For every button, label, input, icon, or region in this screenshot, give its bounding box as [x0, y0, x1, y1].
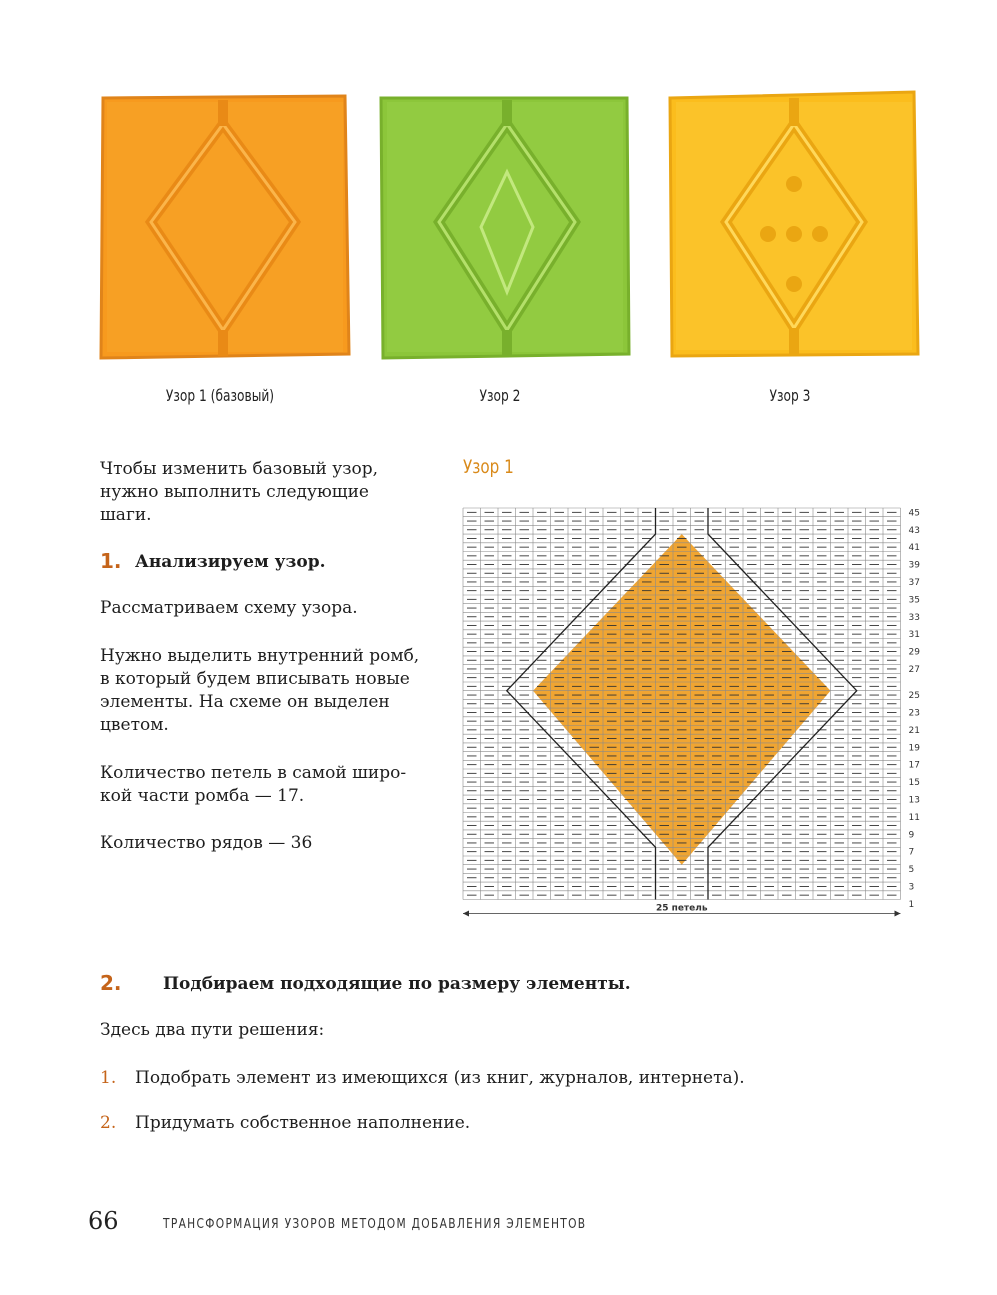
chart-row-label: 9 — [908, 830, 915, 841]
chart-row-label: 43 — [908, 525, 920, 536]
chart-row-label: 23 — [908, 708, 920, 719]
running-footer-title: ТРАНСФОРМАЦИЯ УЗОРОВ МЕТОДОМ ДОБАВЛЕНИЯ ЭЛЕМЕНТОВ — [163, 1217, 587, 1232]
chart-row-label: 31 — [908, 630, 920, 641]
caption-pattern-3: Узор 3 — [769, 386, 811, 405]
list-item-2-number: 2. — [100, 1113, 117, 1133]
step-1-paragraph-1: Рассматриваем схему узора. — [100, 598, 358, 618]
chart-row-label: 15 — [908, 778, 920, 789]
step-1-paragraph-2-line-4: цветом. — [100, 715, 169, 735]
chart-row-label: 11 — [908, 812, 920, 823]
step-2-intro: Здесь два пути решения: — [100, 1020, 325, 1040]
chart-row-label: 39 — [908, 560, 920, 571]
intro-line-1: Чтобы изменить базовый узор, — [100, 459, 379, 479]
chart-width-label: 25 петель — [655, 903, 708, 914]
chart-row-label: 21 — [908, 725, 920, 736]
swatch-photo-2 — [375, 92, 637, 364]
step-1-title: Анализируем узор. — [135, 552, 326, 572]
chart-row-label: 13 — [908, 795, 920, 806]
intro-line-2: нужно выполнить следующие — [100, 482, 369, 502]
chart-row-label: 5 — [908, 865, 915, 876]
knitting-chart — [455, 500, 935, 930]
chart-row-label: 29 — [908, 647, 920, 658]
chart-row-label: 17 — [908, 760, 920, 771]
chart-row-label: 7 — [908, 847, 915, 858]
step-2-title: Подбираем подходящие по размеру элементы. — [163, 974, 631, 994]
caption-pattern-2: Узор 2 — [479, 386, 521, 405]
swatch-photo-3 — [664, 88, 926, 364]
intro-line-3: шаги. — [100, 505, 152, 525]
list-item-1-number: 1. — [100, 1068, 117, 1088]
chart-width-arrow-left — [463, 911, 469, 917]
chart-row-label: 25 — [908, 691, 920, 702]
list-item-1-text: Подобрать элемент из имеющихся (из книг, журналов, интернета). — [135, 1068, 745, 1088]
step-1-paragraph-3-line-2: кой части ромба — 17. — [100, 786, 305, 806]
chart-row-label: 35 — [908, 595, 920, 606]
chart-row-label: 41 — [908, 543, 920, 554]
step-1-paragraph-4: Количество рядов — 36 — [100, 833, 313, 853]
chart-row-label: 37 — [908, 577, 920, 588]
page-number: 66 — [88, 1207, 119, 1235]
chart-title: Узор 1 — [463, 456, 514, 478]
step-1-paragraph-2-line-1: Нужно выделить внутренний ромб, — [100, 646, 420, 666]
step-2-number: 2. — [100, 971, 122, 995]
step-1-number: 1. — [100, 549, 122, 573]
caption-pattern-1: Узор 1 (базовый) — [165, 386, 275, 405]
chart-row-label: 19 — [908, 743, 920, 754]
chart-row-label: 33 — [908, 612, 920, 623]
swatch-photo-1 — [95, 92, 357, 364]
chart-row-label: 45 — [908, 508, 920, 519]
chart-row-label: 3 — [908, 882, 915, 893]
chart-row-label: 27 — [908, 664, 920, 675]
list-item-2-text: Придумать собственное наполнение. — [135, 1113, 471, 1133]
chart-width-arrow-right — [895, 911, 901, 917]
step-1-paragraph-3-line-1: Количество петель в самой широ- — [100, 763, 407, 783]
step-1-paragraph-2-line-2: в который будем вписывать новые — [100, 669, 410, 689]
step-1-paragraph-2-line-3: элементы. На схеме он выделен — [100, 692, 390, 712]
chart-row-label: 1 — [908, 899, 915, 910]
